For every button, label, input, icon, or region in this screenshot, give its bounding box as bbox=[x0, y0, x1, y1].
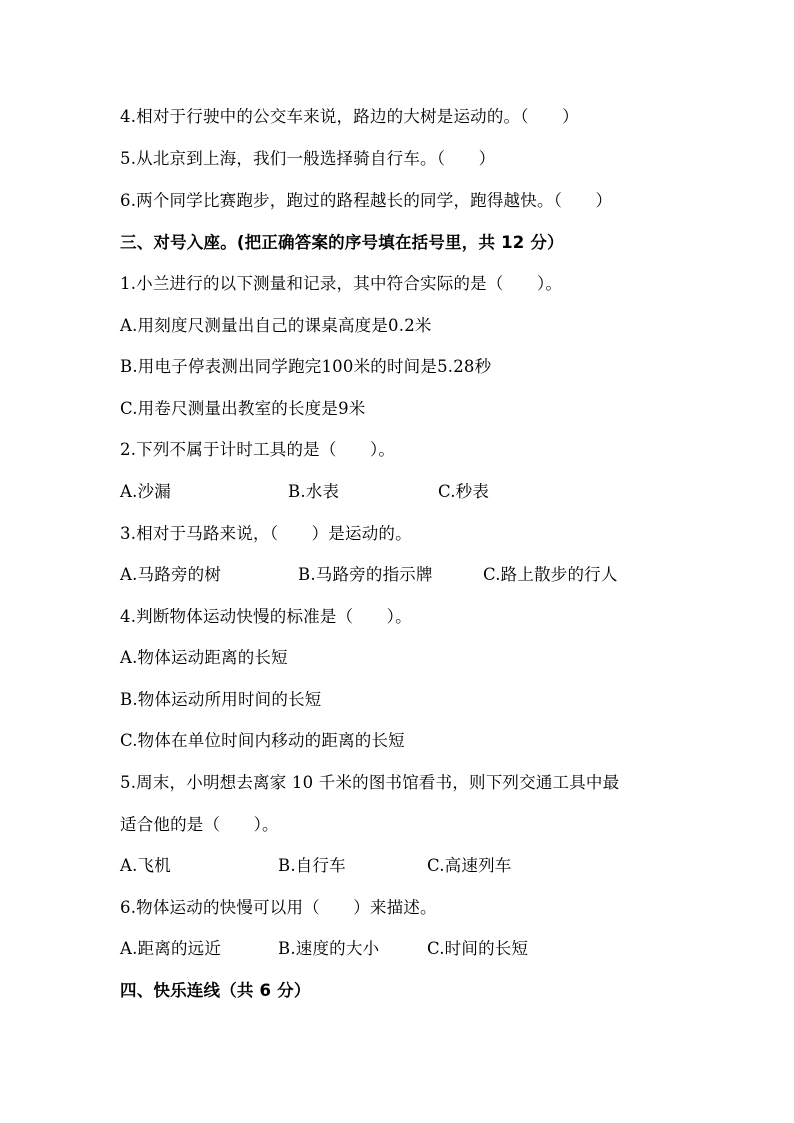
q5-stem-line-1: 5.周末，小明想去离家 10 千米的图书馆看书，则下列交通工具中最 bbox=[120, 773, 620, 792]
q6-option-a: A.距离的远近 bbox=[120, 939, 222, 958]
q2-stem: 2.下列不属于计时工具的是（ ）。 bbox=[120, 440, 396, 459]
q5-option-a: A.飞机 bbox=[120, 856, 171, 875]
q6-option-c: C.时间的长短 bbox=[427, 939, 529, 958]
q6-option-b: B.速度的大小 bbox=[278, 939, 380, 958]
q5-option-b: B.自行车 bbox=[278, 856, 346, 875]
q2-option-a: A.沙漏 bbox=[120, 482, 171, 501]
q2-option-b: B.水表 bbox=[288, 482, 340, 501]
q3-option-b: B.马路旁的指示牌 bbox=[298, 565, 433, 584]
q1-option-b: B.用电子停表测出同学跑完100米的时间是5.28秒 bbox=[120, 357, 492, 376]
q3-option-c: C.路上散步的行人 bbox=[483, 565, 618, 584]
q3-options bbox=[120, 561, 720, 589]
q5-options bbox=[120, 852, 720, 880]
q4-option-b: B.物体运动所用时间的长短 bbox=[120, 690, 322, 709]
q3-stem: 3.相对于马路来说，（ ）是运动的。 bbox=[120, 524, 412, 543]
q3-option-a: A.马路旁的树 bbox=[120, 565, 222, 584]
judgment-item-6: 6.两个同学比赛跑步，跑过的路程越长的同学，跑得越快。（ ） bbox=[120, 191, 613, 210]
q6-stem: 6.物体运动的快慢可以用（ ）来描述。 bbox=[120, 898, 437, 917]
q4-option-a: A.物体运动距离的长短 bbox=[120, 648, 288, 667]
section-3-title: 三、对号入座。(把正确答案的序号填在括号里，共 12 分） bbox=[120, 233, 564, 252]
section-4-title: 四、快乐连线（共 6 分） bbox=[120, 981, 311, 1000]
q1-stem: 1.小兰进行的以下测量和记录，其中符合实际的是（ ）。 bbox=[120, 274, 563, 293]
q2-option-c: C.秒表 bbox=[438, 482, 490, 501]
judgment-item-4: 4.相对于行驶中的公交车来说，路边的大树是运动的。（ ） bbox=[120, 107, 579, 126]
q6-options bbox=[120, 935, 720, 963]
q5-stem-line-2: 适合他的是（ ）。 bbox=[120, 815, 279, 834]
q1-option-a: A.用刻度尺测量出自己的课桌高度是0.2米 bbox=[120, 316, 432, 335]
judgment-item-5: 5.从北京到上海，我们一般选择骑自行车。（ ） bbox=[120, 149, 496, 168]
q2-options bbox=[120, 478, 720, 506]
q1-option-c: C.用卷尺测量出教室的长度是9米 bbox=[120, 399, 366, 418]
q5-option-c: C.高速列车 bbox=[427, 856, 512, 875]
q4-stem: 4.判断物体运动快慢的标准是（ ）。 bbox=[120, 607, 412, 626]
q4-option-c: C.物体在单位时间内移动的距离的长短 bbox=[120, 731, 405, 750]
